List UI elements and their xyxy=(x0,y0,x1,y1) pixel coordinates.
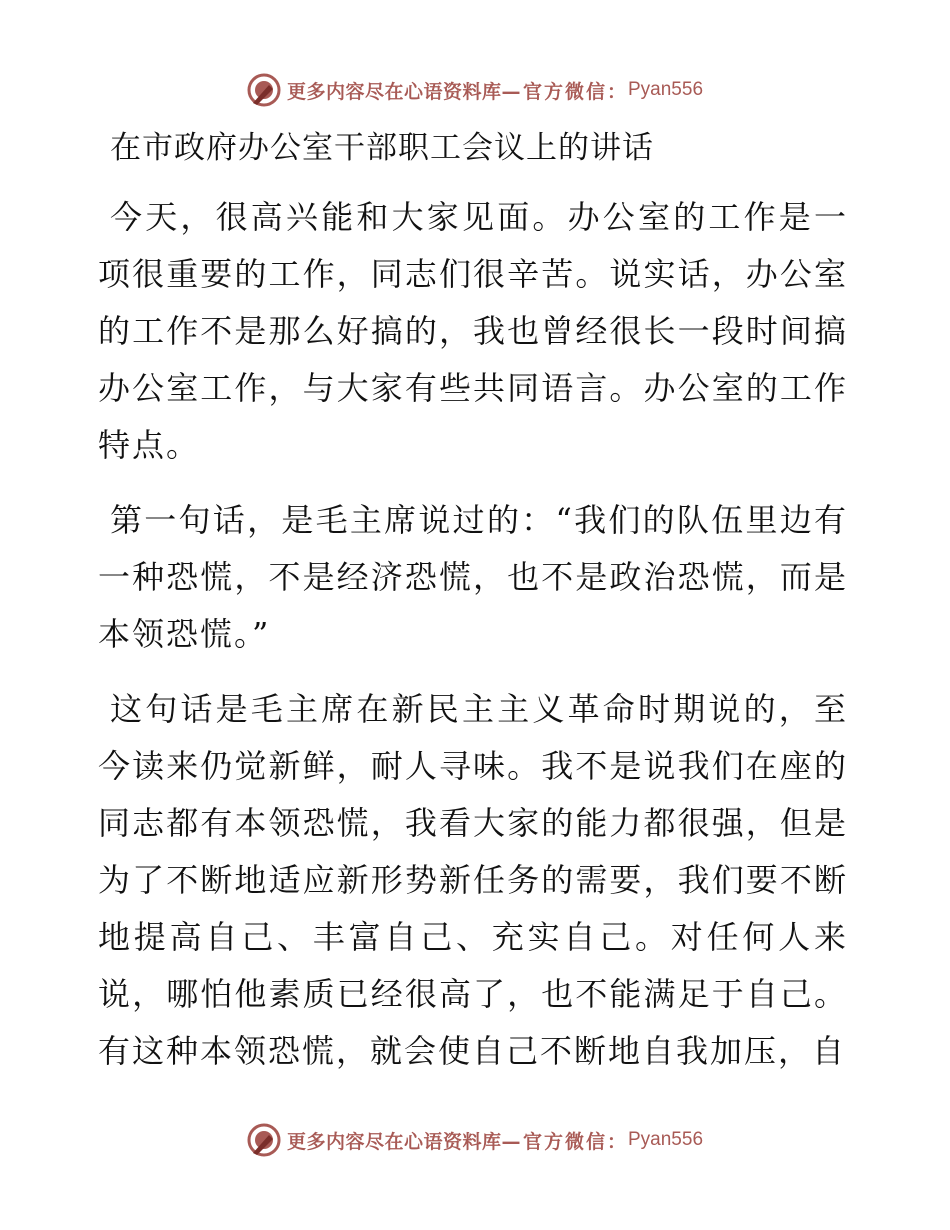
watermark-banner-top xyxy=(0,70,950,110)
watermark-text: 更多内容尽在心语资料库— xyxy=(286,80,521,103)
document-title: 在市政府办公室干部职工会议上的讲话 xyxy=(110,130,654,166)
paragraph: 第一句话，是毛主席说过的：“我们的队伍里边有一种恐慌，不是经济恐慌，也不是政治恐慌，而是本领恐慌。” xyxy=(98,501,848,653)
pen-logo-icon xyxy=(247,73,281,107)
document-body xyxy=(98,125,848,1098)
pen-logo-icon xyxy=(247,1123,281,1157)
watermark-wechat-label: 官方微信： xyxy=(522,1130,628,1153)
paragraph: 这句话是毛主席在新民主主义革命时期说的，至今读来仍觉新鲜，耐人寻味。我不是说我们在座的同志都有本领恐慌，我看大家的能力都很强，但是为了不断地适应新形势新任务的需要，我们要不断地提高自己、丰富自己、充实自己。对任何人来说，哪怕他素质已经很高了，也不能满足于自己。有这种本领恐慌，就会使自己不断地自我加压，自 xyxy=(98,690,848,1070)
watermark-banner-bottom xyxy=(0,1120,950,1160)
watermark-text: 更多内容尽在心语资料库— xyxy=(286,1130,521,1153)
paragraph: 今天，很高兴能和大家见面。办公室的工作是一项很重要的工作，同志们很辛苦。说实话，办公室的工作不是那么好搞的，我也曾经很长一段时间搞办公室工作，与大家有些共同语言。办公室的工作特点。 xyxy=(98,198,848,464)
watermark-wechat-label: 官方微信： xyxy=(522,80,628,103)
watermark-wechat-id: Pyan556 xyxy=(628,79,704,100)
watermark-wechat-id: Pyan556 xyxy=(628,1129,704,1150)
